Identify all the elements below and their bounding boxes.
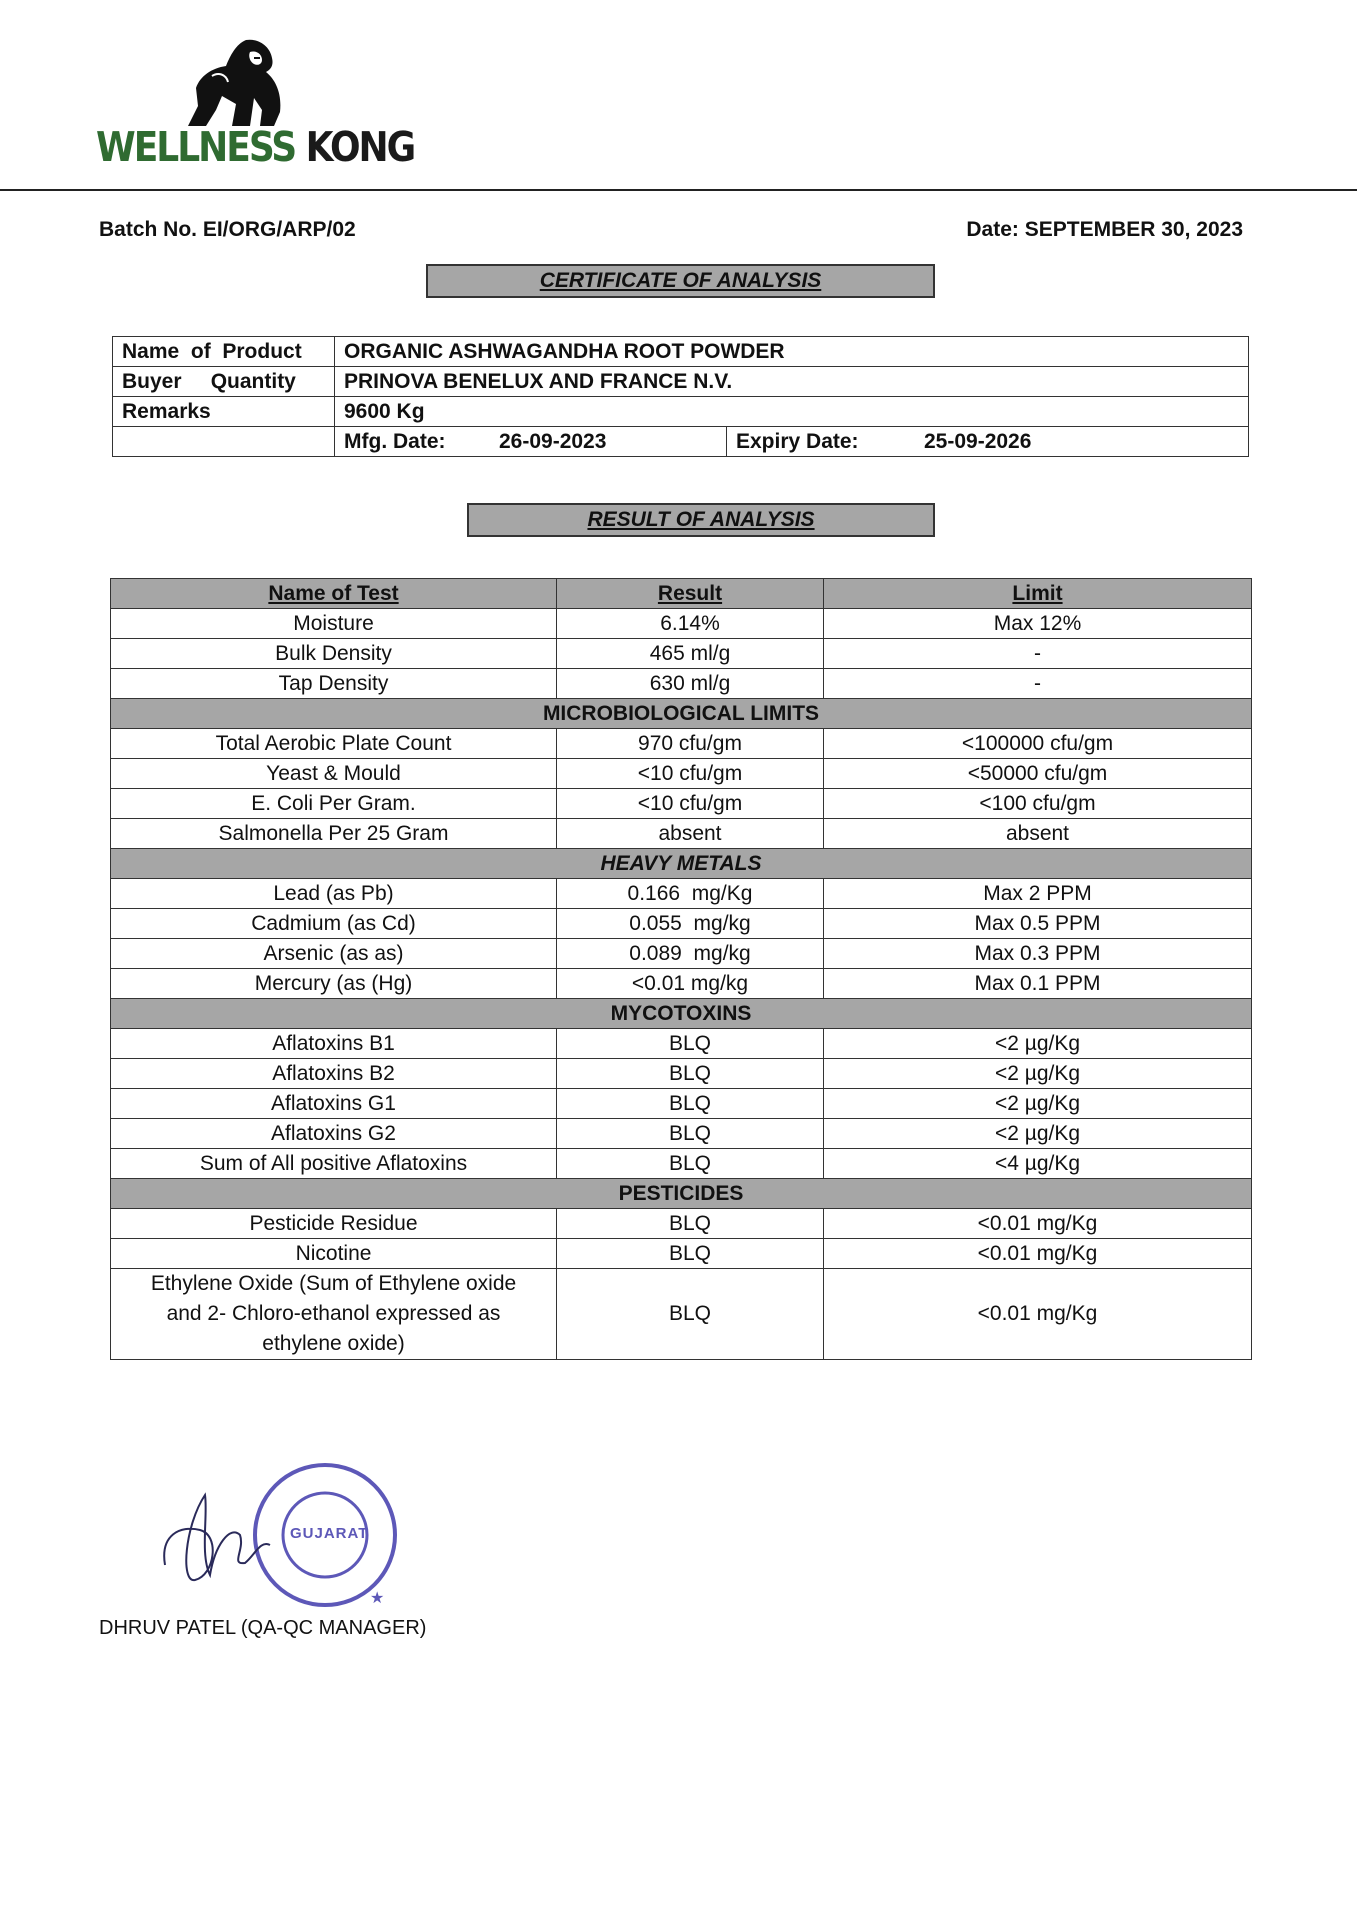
test-name: Total Aerobic Plate Count (111, 729, 557, 759)
test-result: BLQ (557, 1149, 824, 1179)
header-divider (0, 189, 1357, 191)
table-row (111, 969, 1252, 999)
test-name: Aflatoxins G2 (111, 1119, 557, 1149)
test-name: Aflatoxins B2 (111, 1059, 557, 1089)
test-limit: absent (824, 819, 1252, 849)
expiry-date-label: Expiry Date: (736, 430, 859, 453)
test-name: Sum of All positive Aflatoxins (111, 1149, 557, 1179)
remarks-row (113, 397, 1249, 427)
mfg-date-value: 26-09-2023 (499, 430, 607, 453)
section-microbiological: MICROBIOLOGICAL LIMITS (111, 699, 1252, 729)
test-result: BLQ (557, 1119, 824, 1149)
test-limit: <2 µg/Kg (824, 1059, 1252, 1089)
test-name: Moisture (111, 609, 557, 639)
test-limit: Max 0.3 PPM (824, 939, 1252, 969)
results-table (110, 578, 1252, 1360)
table-row (111, 669, 1252, 699)
batch-number: Batch No. EI/ORG/ARP/02 (99, 218, 356, 241)
signer-name: DHRUV PATEL (QA-QC MANAGER) (99, 1617, 427, 1639)
test-limit: <50000 cfu/gm (824, 759, 1252, 789)
test-result: <10 cfu/gm (557, 789, 824, 819)
test-name (111, 1269, 557, 1360)
header-name-of-test: Name of Test (111, 579, 557, 609)
mfg-date-label: Mfg. Date: (344, 430, 446, 453)
mfg-date-cell (335, 427, 727, 457)
test-limit: Max 0.1 PPM (824, 969, 1252, 999)
test-limit: <2 µg/Kg (824, 1089, 1252, 1119)
table-row (111, 1149, 1252, 1179)
test-name: Salmonella Per 25 Gram (111, 819, 557, 849)
table-row (111, 1029, 1252, 1059)
document-date: Date: SEPTEMBER 30, 2023 (966, 218, 1243, 241)
result-title: RESULT OF ANALYSIS (587, 508, 815, 531)
test-result: BLQ (557, 1029, 824, 1059)
test-name: Aflatoxins B1 (111, 1029, 557, 1059)
expiry-date-cell (727, 427, 1249, 457)
test-limit: <0.01 mg/Kg (824, 1269, 1252, 1360)
section-pesticides: PESTICIDES (111, 1179, 1252, 1209)
test-result: <0.01 mg/kg (557, 969, 824, 999)
table-row (111, 819, 1252, 849)
remarks-label: Remarks (113, 397, 335, 427)
table-row (111, 1089, 1252, 1119)
table-row (111, 1119, 1252, 1149)
test-limit: - (824, 639, 1252, 669)
test-result: 970 cfu/gm (557, 729, 824, 759)
test-result: BLQ (557, 1239, 824, 1269)
buyer-value: PRINOVA BENELUX AND FRANCE N.V. (335, 367, 1249, 397)
test-name: Bulk Density (111, 639, 557, 669)
dates-row (113, 427, 1249, 457)
test-limit: <4 µg/Kg (824, 1149, 1252, 1179)
table-row (111, 789, 1252, 819)
stamp-label: GUJARAT (290, 1525, 369, 1542)
test-result: 0.055 mg/kg (557, 909, 824, 939)
test-limit: Max 2 PPM (824, 879, 1252, 909)
table-row (111, 609, 1252, 639)
test-name: Lead (as Pb) (111, 879, 557, 909)
section-row (111, 849, 1252, 879)
test-name: Pesticide Residue (111, 1209, 557, 1239)
test-name: Nicotine (111, 1239, 557, 1269)
test-name: Yeast & Mould (111, 759, 557, 789)
table-row (111, 1239, 1252, 1269)
test-limit: - (824, 669, 1252, 699)
product-name-value: ORGANIC ASHWAGANDHA ROOT POWDER (335, 337, 1249, 367)
certificate-title: CERTIFICATE OF ANALYSIS (539, 269, 822, 292)
test-result: BLQ (557, 1089, 824, 1119)
svg-text:★: ★ (370, 1588, 385, 1607)
ethylene-line-3: ethylene oxide) (262, 1332, 405, 1355)
test-result: 465 ml/g (557, 639, 824, 669)
test-result: 0.089 mg/kg (557, 939, 824, 969)
test-limit: Max 0.5 PPM (824, 909, 1252, 939)
table-row (111, 1269, 1252, 1360)
header-limit: Limit (824, 579, 1252, 609)
ethylene-line-2: and 2- Chloro-ethanol expressed as (166, 1302, 501, 1325)
header-result: Result (557, 579, 824, 609)
test-limit: <100000 cfu/gm (824, 729, 1252, 759)
table-row (111, 729, 1252, 759)
test-name: E. Coli Per Gram. (111, 789, 557, 819)
table-row (111, 909, 1252, 939)
gorilla-logo-icon (176, 36, 286, 128)
test-result: absent (557, 819, 824, 849)
test-result: 630 ml/g (557, 669, 824, 699)
product-info-table (112, 336, 1249, 457)
test-limit: Max 12% (824, 609, 1252, 639)
table-row (111, 1059, 1252, 1089)
results-header-row (111, 579, 1252, 609)
product-row (113, 337, 1249, 367)
result-title-bar (467, 503, 935, 537)
test-limit: <0.01 mg/Kg (824, 1209, 1252, 1239)
test-limit: <0.01 mg/Kg (824, 1239, 1252, 1269)
buyer-label: Buyer Quantity (113, 367, 335, 397)
test-limit: <100 cfu/gm (824, 789, 1252, 819)
empty-cell (113, 427, 335, 457)
expiry-date-value: 25-09-2026 (924, 430, 1032, 453)
logo-wordmark: WELLNESS KONG (96, 124, 415, 172)
test-result: 0.166 mg/Kg (557, 879, 824, 909)
section-row (111, 699, 1252, 729)
table-row (111, 879, 1252, 909)
test-name: Mercury (as (Hg) (111, 969, 557, 999)
quantity-value: 9600 Kg (335, 397, 1249, 427)
section-row (111, 999, 1252, 1029)
test-name: Cadmium (as Cd) (111, 909, 557, 939)
test-result: 6.14% (557, 609, 824, 639)
test-result: <10 cfu/gm (557, 759, 824, 789)
test-limit: <2 µg/Kg (824, 1029, 1252, 1059)
section-mycotoxins: MYCOTOXINS (111, 999, 1252, 1029)
test-name: Tap Density (111, 669, 557, 699)
company-logo (96, 36, 415, 172)
test-result: BLQ (557, 1209, 824, 1239)
section-heavy-metals: HEAVY METALS (111, 849, 1252, 879)
signature-and-stamp (160, 1455, 410, 1615)
product-name-label: Name of Product (113, 337, 335, 367)
test-limit: <2 µg/Kg (824, 1119, 1252, 1149)
buyer-row (113, 367, 1249, 397)
certificate-title-bar (426, 264, 935, 298)
table-row (111, 939, 1252, 969)
ethylene-line-1: Ethylene Oxide (Sum of Ethylene oxide (150, 1272, 517, 1295)
test-result: BLQ (557, 1269, 824, 1360)
test-name: Aflatoxins G1 (111, 1089, 557, 1119)
table-row (111, 639, 1252, 669)
table-row (111, 759, 1252, 789)
test-result: BLQ (557, 1059, 824, 1089)
test-name: Arsenic (as as) (111, 939, 557, 969)
table-row (111, 1209, 1252, 1239)
section-row (111, 1179, 1252, 1209)
